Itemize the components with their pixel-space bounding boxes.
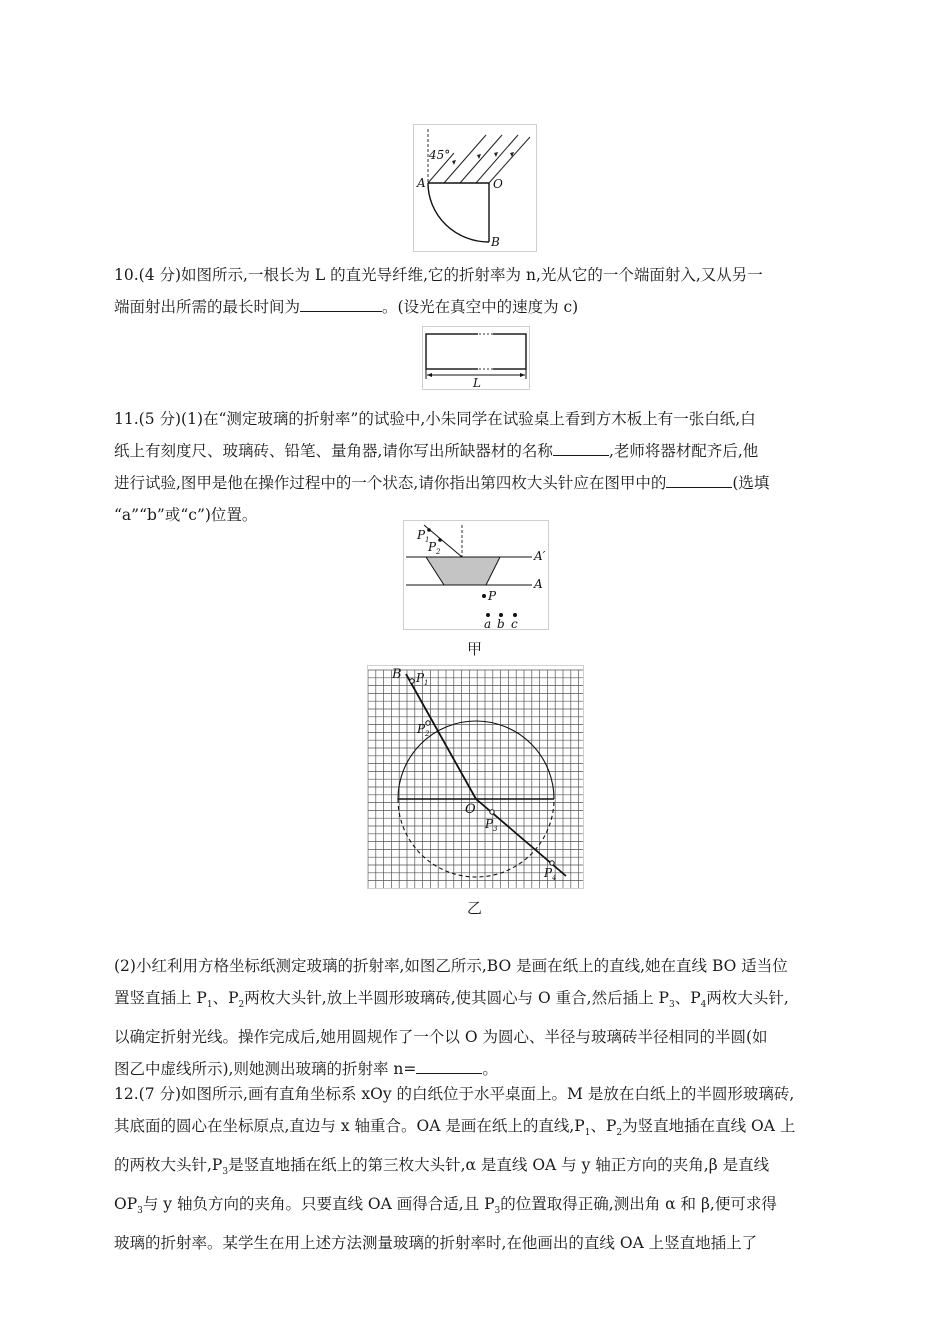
q12-sub5: 3: [494, 1206, 501, 1217]
q12-line2: [114, 1110, 834, 1149]
q12-line4: [114, 1188, 834, 1227]
q11b-sub3: 3: [668, 1000, 675, 1011]
pin-p2-sub: 2: [436, 548, 441, 556]
figure-quarter-circle: [413, 124, 537, 252]
pin-p-label: P: [488, 589, 497, 603]
answer-blank-q11-equipment[interactable]: [553, 437, 609, 456]
q11-line3-post: (选填: [732, 474, 770, 492]
pin-p3-sub: 3: [493, 825, 498, 833]
q12-sub1: 1: [584, 1128, 591, 1139]
q12-sub2: 2: [616, 1128, 623, 1139]
figure-yi: [367, 665, 584, 889]
q10-line2-post: 。(设光在真空中的速度为 c): [382, 298, 579, 316]
q12-line4-c: 的位置取得正确,测出角 α 和 β,便可求得: [500, 1195, 777, 1214]
pin-p2-label: P: [428, 540, 437, 554]
origin-o-label: O: [465, 802, 476, 817]
pin-p1-label: P: [417, 528, 426, 542]
pin-p4-sub: 4: [552, 874, 557, 882]
q12-line3: [114, 1149, 834, 1188]
q11b-line1: (2)小红利用方格坐标纸测定玻璃的折射率,如图乙所示,BO 是画在纸上的直线,她在直线 BO 适当位: [114, 957, 788, 975]
q11-line1: 11.(5 分)(1)在“测定玻璃的折射率”的试验中,小朱同学在试验桌上看到方木板上有一张白纸,白: [114, 410, 756, 428]
q12-line3-b: 是竖直地插在纸上的第三枚大头针,α 是直线 OA 与 y 轴正方向的夹角,β 是直线: [228, 1156, 770, 1175]
line-a-label: A: [534, 577, 543, 591]
q10-line2: [114, 291, 834, 323]
pin-p2-sub: 2: [425, 730, 430, 738]
q12-sub3: 3: [222, 1167, 229, 1178]
length-label: L: [473, 376, 481, 389]
q11-line4: “a”“b”或“c”)位置。: [114, 506, 258, 524]
q12-line5: 玻璃的折射率。某学生在用上述方法测量玻璃的折射率时,在他画出的直线 OA 上竖直地插上了: [114, 1234, 758, 1253]
caption-jia: 甲: [467, 640, 483, 658]
point-b-label: B: [491, 235, 500, 249]
question-11-part2: [114, 950, 834, 1085]
figure-optical-fiber: [422, 326, 530, 390]
q11b-text-e: 两枚大头针,: [706, 989, 789, 1007]
q10-line1: 10.(4 分)如图所示,一根长为 L 的直光导纤维,它的折射率为 n,光从它的一个端面射入,又从另一: [114, 266, 763, 284]
option-b-label: b: [497, 617, 505, 629]
q11b-text-b: 、P: [212, 989, 239, 1007]
question-10: [114, 259, 834, 323]
pin-p1-sub: 1: [424, 679, 429, 687]
q12-line1: 12.(7 分)如图所示,画有直角坐标系 xOy 的白纸位于水平桌面上。M 是放在白纸上的半圆形玻璃砖,: [114, 1085, 795, 1103]
answer-blank-q11-n[interactable]: [416, 1055, 482, 1074]
point-a-label: A: [417, 176, 426, 190]
q11b-text-c: 两枚大头针,放上半圆形玻璃砖,使其圆心与 O 重合,然后插上 P: [244, 989, 669, 1007]
q11b-line3: 以确定折射光线。操作完成后,她用圆规作了一个以 O 为圆心、半径与玻璃砖半径相同的半圆(如: [114, 1028, 768, 1047]
pin-p2-label: P: [417, 722, 426, 736]
q11b-text-a: 置竖直插上 P: [114, 989, 207, 1007]
q12-line2-b: 、P: [590, 1117, 617, 1135]
question-11: [114, 403, 834, 531]
point-o-label: O: [493, 177, 503, 191]
q12-line4-b: 与 y 轴负方向的夹角。只要直线 OA 画得合适,且 P: [142, 1195, 495, 1214]
q11-line2-pre: 纸上有刻度尺、玻璃砖、铅笔、量角器,请你写出所缺器材的名称: [114, 442, 553, 460]
caption-yi: 乙: [467, 899, 483, 917]
pin-p1-label: P: [416, 671, 425, 685]
q11-line3-pre: 进行试验,图甲是他在操作过程中的一个状态,请你指出第四枚大头针应在图甲中的: [114, 474, 667, 492]
q11b-sub1: 1: [206, 1000, 213, 1011]
pin-p4-label: P: [544, 866, 553, 880]
q12-line3-a: 的两枚大头针,P: [114, 1156, 223, 1175]
question-12: [114, 1078, 834, 1259]
point-b-label: B: [392, 667, 402, 682]
q12-sub4: 3: [137, 1206, 143, 1217]
figure-jia: [403, 520, 549, 630]
q12-line2-a: 其底面的圆心在坐标原点,直边与 x 轴重合。OA 是画在纸上的直线,P: [114, 1117, 585, 1135]
q11-line2: [114, 435, 834, 467]
q11b-text-d: 、P: [674, 989, 701, 1007]
option-c-label: c: [511, 617, 518, 629]
answer-blank-q10[interactable]: [300, 293, 382, 312]
option-a-label: a: [484, 617, 492, 629]
q12-line2-c: 为竖直地插在直线 OA 上: [622, 1117, 796, 1135]
angle-label: 45°: [429, 148, 451, 162]
q11b-line2: [114, 982, 834, 1021]
pin-p3-label: P: [485, 817, 494, 831]
q11b-line4-pre: 图乙中虚线所示),则她测出玻璃的折射率 n=: [114, 1060, 417, 1079]
pin-p1-sub: 1: [425, 536, 430, 544]
q11b-sub2: 2: [238, 1000, 245, 1011]
answer-blank-q11-position[interactable]: [666, 469, 732, 488]
q11-line3: [114, 467, 834, 499]
q11b-sub4: 4: [700, 1000, 707, 1011]
q11b-line4-post: 。: [482, 1060, 498, 1079]
q11-line2-post: ,老师将器材配齐后,他: [608, 442, 759, 460]
q12-line4-a: OP: [114, 1195, 138, 1214]
q10-line2-pre: 端面射出所需的最长时间为: [114, 298, 301, 316]
line-a-prime-label: A′: [534, 549, 546, 563]
